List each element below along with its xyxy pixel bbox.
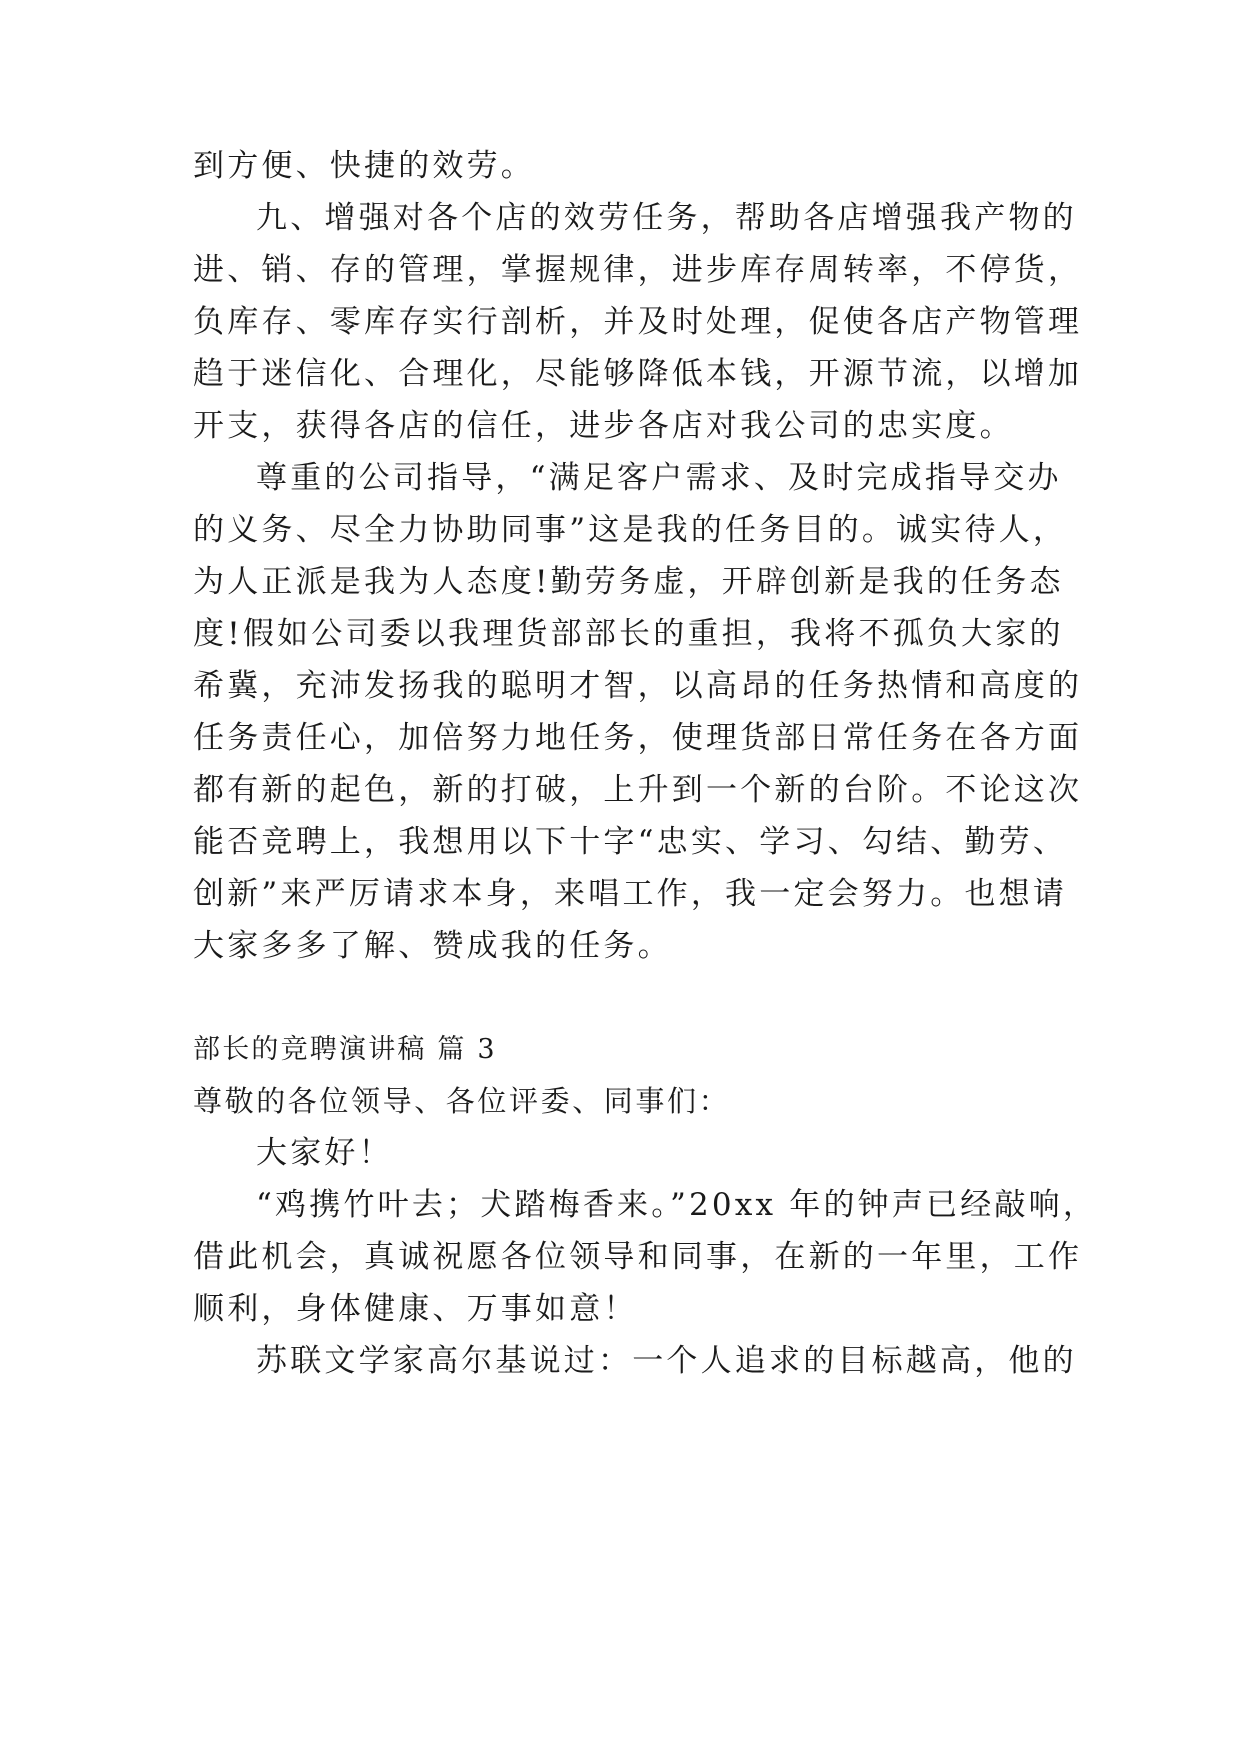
paragraph-line: 顺利，身体健康、万事如意！ <box>193 1291 638 1327</box>
paragraph-line: 开支，获得各店的信任，进步各店对我公司的忠实度。 <box>193 408 1014 444</box>
paragraph-line: 九、增强对各个店的效劳任务，帮助各店增强我产物的 <box>256 200 1077 236</box>
paragraph-line: 借此机会，真诚祝愿各位领导和同事，在新的一年里，工作 <box>193 1239 1083 1275</box>
paragraph-line: 趋于迷信化、合理化，尽能够降低本钱，开源节流，以增加 <box>193 356 1083 392</box>
greeting: 大家好！ <box>256 1135 393 1171</box>
paragraph-line: 进、销、存的管理，掌握规律，进步库存周转率，不停货， <box>193 252 1083 288</box>
paragraph-line: 尊重的公司指导，“满足客户需求、及时完成指导交办 <box>256 460 1062 496</box>
paragraph-line: 度!假如公司委以我理货部部长的重担，我将不孤负大家的 <box>193 616 1064 652</box>
paragraph-line: 苏联文学家高尔基说过：一个人追求的目标越高，他的 <box>256 1343 1077 1379</box>
paragraph-line: 创新”来严厉请求本身，来唱工作，我一定会努力。也想请 <box>193 876 1068 912</box>
paragraph-line: 负库存、零库存实行剖析，并及时处理，促使各店产物管理 <box>193 304 1083 340</box>
paragraph-line: 都有新的起色，新的打破，上升到一个新的台阶。不论这次 <box>193 772 1083 808</box>
section-title: 部长的竞聘演讲稿 篇 3 <box>193 1034 497 1065</box>
paragraph-line: “鸡携竹叶去；犬踏梅香来。”20xx 年的钟声已经敲响， <box>256 1187 1098 1223</box>
paragraph-line: 希冀，充沛发扬我的聪明才智，以高昂的任务热情和高度的 <box>193 668 1083 704</box>
paragraph-line: 的义务、尽全力协助同事”这是我的任务目的。诚实待人， <box>193 512 1068 548</box>
paragraph-line: 任务责任心，加倍努力地任务，使理货部日常任务在各方面 <box>193 720 1083 756</box>
paragraph-line: 大家多多了解、赞成我的任务。 <box>193 928 672 964</box>
paragraph-line: 为人正派是我为人态度!勤劳务虚，开辟创新是我的任务态 <box>193 564 1064 600</box>
salutation: 尊敬的各位领导、各位评委、同事们： <box>193 1084 731 1118</box>
paragraph-line: 能否竞聘上，我想用以下十字“忠实、学习、勾结、勤劳、 <box>193 824 1068 860</box>
paragraph-line: 到方便、快捷的效劳。 <box>193 148 535 184</box>
